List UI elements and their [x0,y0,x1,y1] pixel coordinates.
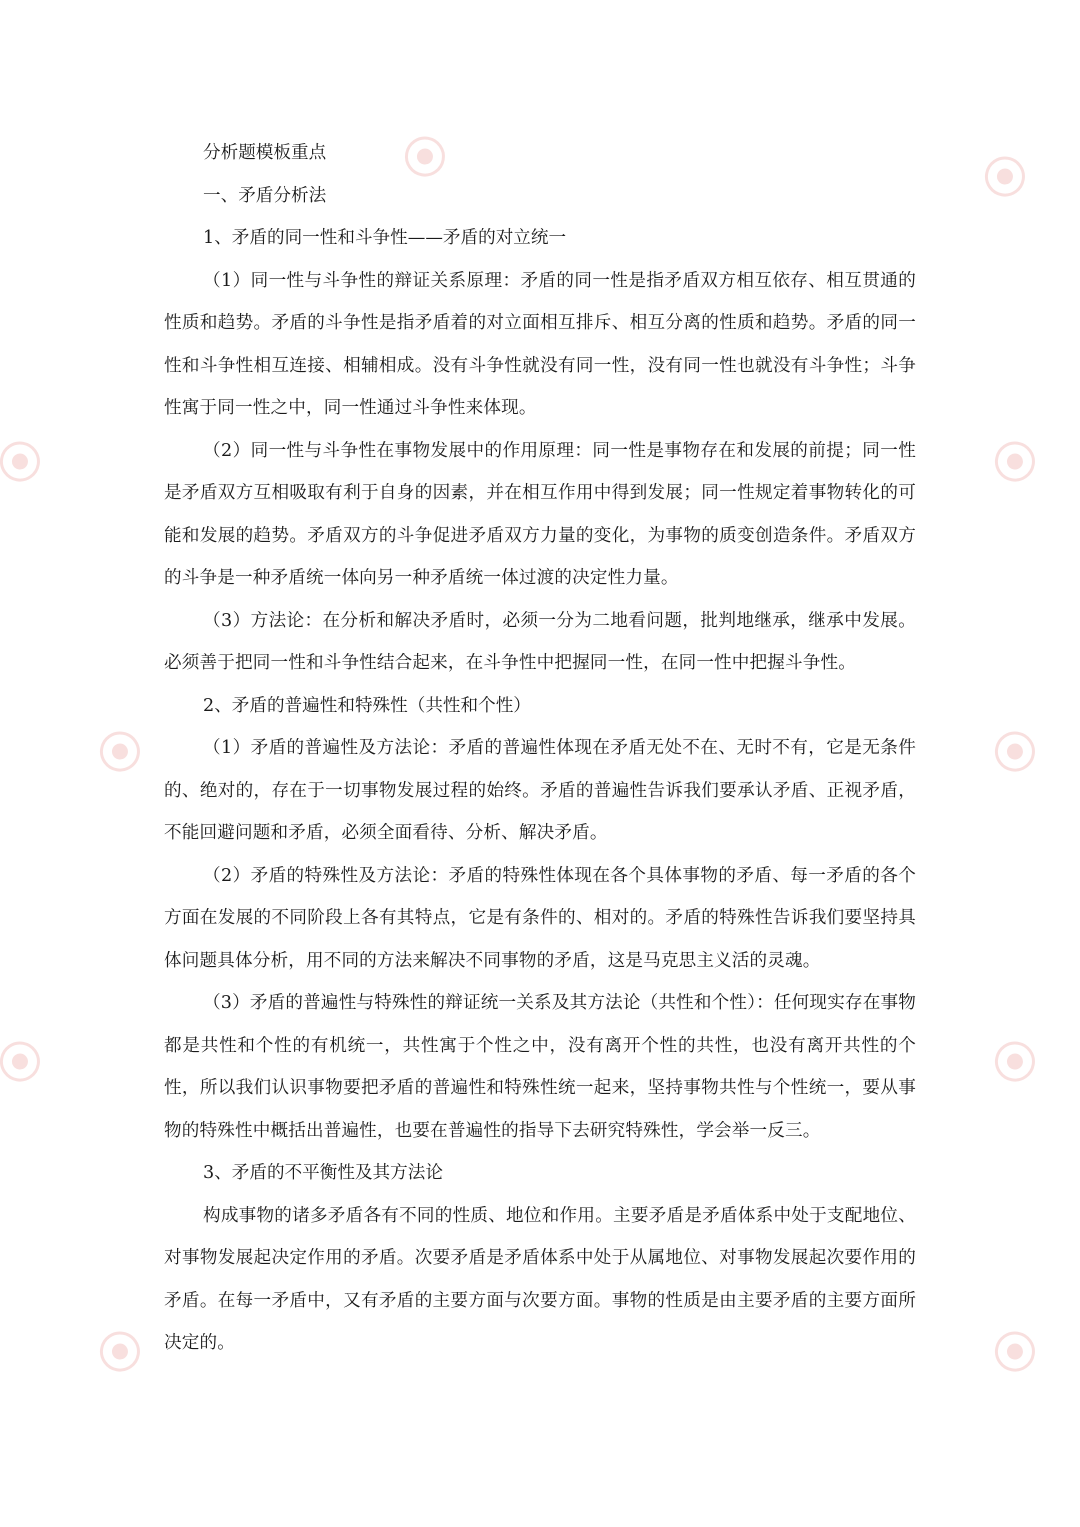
paragraph: （2）矛盾的特殊性及方法论：矛盾的特殊性体现在各个具体事物的矛盾、每一矛盾的各个方面在发展的不同阶段上各有其特点，它是有条件的、相对的。矛盾的特殊性告诉我们要坚持具体问题具体分析，用不同的方法来解决不同事物的矛盾，这是马克思主义活的灵魂。 [164,865,916,971]
watermark-logo [0,962,144,1097]
paragraph: （1）同一性与斗争性的辩证关系原理：矛盾的同一性是指矛盾双方相互依存、相互贯通的性质和趋势。矛盾的斗争性是指矛盾着的对立面相互排斥、相互分离的性质和趋势。矛盾的同一性和斗争性相互连接、相辅相成。没有斗争性就没有同一性，没有同一性也就没有斗争性；斗争性寓于同一性之中，同一性通过斗争性来体现。 [164,270,916,418]
subsection-heading: 3、矛盾的不平衡性及其方法论 [203,1163,443,1183]
paragraph: （1）矛盾的普遍性及方法论：矛盾的普遍性体现在矛盾无处不在、无时不有，它是无条件的、绝对的，存在于一切事物发展过程的始终。矛盾的普遍性告诉我们要承认矛盾、正视矛盾，不能回避问题和矛盾，必须全面看待、分析、解决矛盾。 [164,738,916,843]
document-body [164,132,916,1365]
paragraph: （3）方法论：在分析和解决矛盾时，必须一分为二地看问题，批判地继承，继承中发展。必须善于把同一性和斗争性结合起来，在斗争性中把握同一性，在同一性中把握斗争性。 [164,610,916,673]
watermark-logo [981,362,1080,497]
watermark-logo [971,77,1080,212]
section-heading: 一、矛盾分析法 [203,185,327,206]
paragraph: 构成事物的诸多矛盾各有不同的性质、地位和作用。主要矛盾是矛盾体系中处于支配地位、对事物发展起决定作用的矛盾。次要矛盾是矛盾体系中处于从属地位、对事物发展起次要作用的矛盾。在每一矛盾中，又有矛盾的主要方面与次要方面。事物的性质是由主要矛盾的主要方面所决定的。 [164,1205,916,1353]
paragraph: （2）同一性与斗争性在事物发展中的作用原理：同一性是事物存在和发展的前提；同一性是矛盾双方互相吸取有利于自身的因素，并在相互作用中得到发展；同一性规定着事物转化的可能和发展的趋势。矛盾双方的斗争促进矛盾双方力量的变化，为事物的质变创造条件。矛盾双方的斗争是一种矛盾统一体向另一种矛盾统一体过渡的决定性力量。 [164,440,916,588]
subsection-heading: 1、矛盾的同一性和斗争性——矛盾的对立统一 [203,228,567,248]
document-title: 分析题模板重点 [203,143,327,163]
watermark-logo [981,652,1080,787]
watermark-logo [0,362,144,497]
paragraph: （3）矛盾的普遍性与特殊性的辩证统一关系及其方法论（共性和个性）：任何现实存在事物都是共性和个性的有机统一，共性寓于个性之中，没有离开个性的共性，也没有离开共性的个性，所以我们认识事物要把矛盾的普遍性和特殊性统一起来，坚持事物共性与个性统一，要从事物的特殊性中概括出普遍性，也要在普遍性的指导下去研究特殊性，学会举一反三。 [164,993,916,1141]
watermark-logo [981,962,1080,1097]
watermark-logo [981,1252,1080,1387]
subsection-heading: 2、矛盾的普遍性和特殊性（共性和个性） [203,695,531,716]
